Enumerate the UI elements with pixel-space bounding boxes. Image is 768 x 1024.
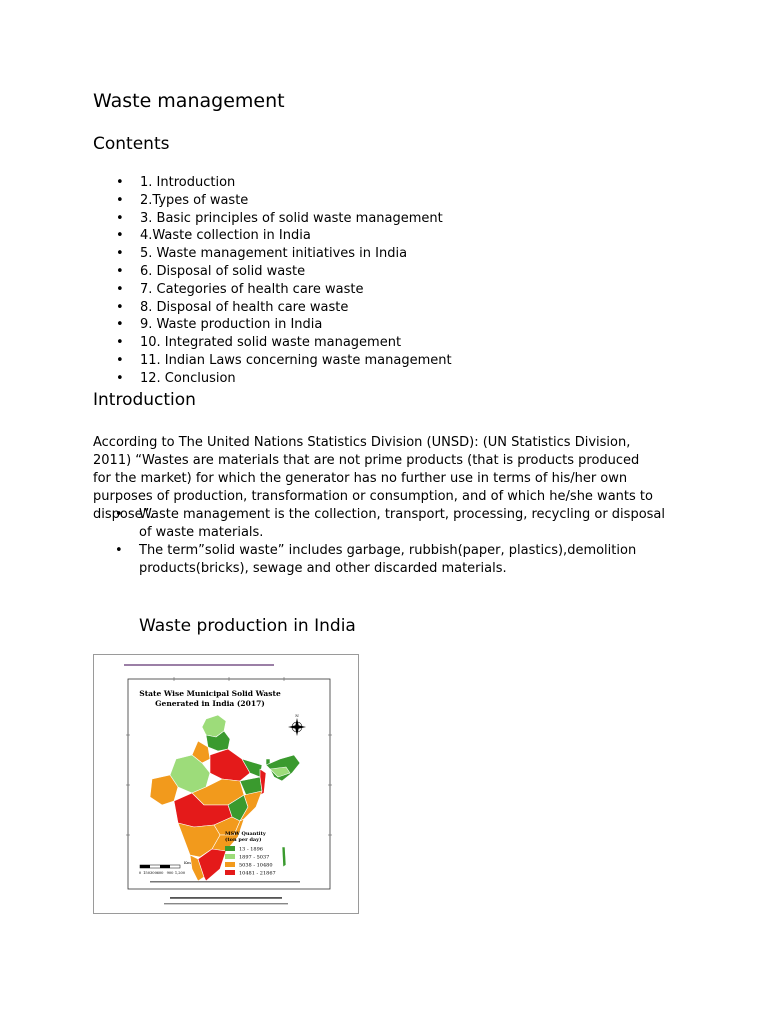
scale-bar-tick-label: 900 bbox=[166, 871, 174, 875]
legend-label: 1897 - 5037 bbox=[239, 854, 270, 861]
region-andaman-nicobar bbox=[282, 847, 286, 867]
map-title-line2: Generated in India (2017) bbox=[155, 699, 265, 708]
scale-bar-tick-label: 150300 bbox=[143, 871, 157, 875]
contents-list bbox=[93, 174, 452, 388]
contents-item: • 8. Disposal of health care waste bbox=[93, 299, 452, 317]
legend-label: 5038 - 10480 bbox=[239, 862, 273, 869]
map-title-line1: State Wise Municipal Solid Waste bbox=[139, 689, 281, 698]
scale-bar-unit: Km bbox=[184, 860, 191, 865]
contents-item: • 2.Types of waste bbox=[93, 192, 452, 210]
figure-header-line bbox=[124, 664, 274, 666]
contents-item: • 7. Categories of health care waste bbox=[93, 281, 452, 299]
legend-swatch bbox=[225, 854, 235, 859]
contents-heading: Contents bbox=[93, 134, 170, 154]
introduction-bullet: • The term”solid waste” includes garbage, rubbish(paper, plastics),demolition products(bricks), sewage and other discarded materials. bbox=[93, 542, 673, 578]
figure-caption-line1 bbox=[170, 897, 282, 899]
scale-bar-tick-label: 600 bbox=[156, 871, 164, 875]
legend-swatch bbox=[225, 862, 235, 867]
legend-label: 13 - 1896 bbox=[239, 846, 263, 853]
legend-swatch bbox=[225, 846, 235, 851]
contents-item: • 11. Indian Laws concerning waste management bbox=[93, 352, 452, 370]
contents-item: • 5. Waste management initiatives in India bbox=[93, 245, 452, 263]
contents-item: • 9. Waste production in India bbox=[93, 316, 452, 334]
legend-title-line1: MSW Quantity bbox=[225, 831, 266, 837]
scale-bar-tick-label: 1,200 bbox=[174, 871, 186, 875]
contents-item: • 12. Conclusion bbox=[93, 370, 452, 388]
figure-caption-line2 bbox=[164, 903, 288, 904]
introduction-paragraph: According to The United Nations Statistics Division (UNSD): (UN Statistics Division, 2011) “Wastes are materials that are not prime products (that is products produced for the market) for which the generator has no further use in terms of his/her own purposes of production, transformation or consumption, and of which he/she wants to dispose”. bbox=[93, 435, 653, 522]
introduction-heading: Introduction bbox=[93, 390, 196, 410]
india-msw-map-figure bbox=[93, 654, 359, 914]
compass-north-label: N bbox=[295, 713, 299, 718]
document-title: Waste management bbox=[93, 90, 285, 112]
legend-swatch bbox=[225, 870, 235, 875]
scale-bar-tick-label: 0 bbox=[138, 871, 142, 875]
introduction-bullet: • Waste management is the collection, transport, processing, recycling or disposal of waste materials. bbox=[93, 506, 673, 542]
contents-item: • 4.Waste collection in India bbox=[93, 227, 452, 245]
contents-item: • 6. Disposal of solid waste bbox=[93, 263, 452, 281]
contents-item: • 3. Basic principles of solid waste management bbox=[93, 210, 452, 228]
contents-item: • 1. Introduction bbox=[93, 174, 452, 192]
introduction-bullet-list bbox=[93, 506, 673, 578]
legend-label: 10481 - 21867 bbox=[239, 870, 276, 877]
legend-title-line2: (ton per day) bbox=[225, 837, 262, 843]
contents-item: • 10. Integrated solid waste management bbox=[93, 334, 452, 352]
data-source-line bbox=[150, 881, 300, 883]
waste-production-heading: Waste production in India bbox=[139, 616, 356, 636]
